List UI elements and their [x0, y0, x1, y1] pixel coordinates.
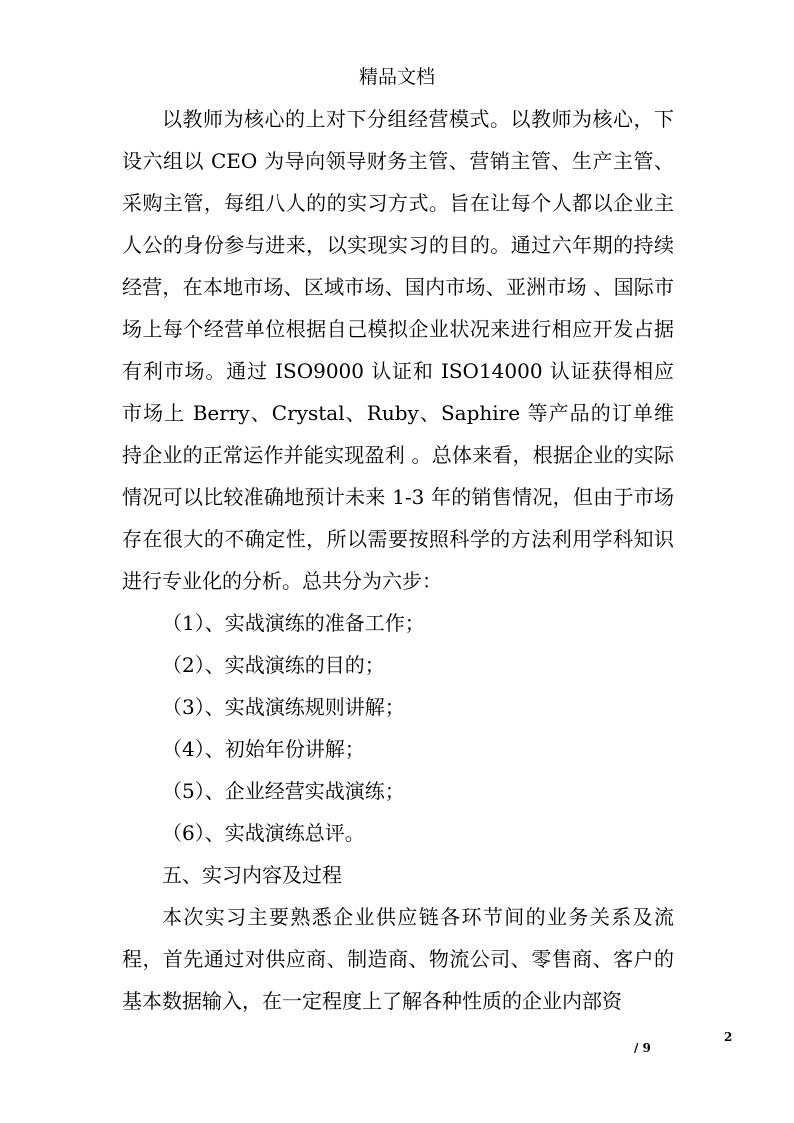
section-paragraph: 本次实习主要熟悉企业供应链各环节间的业务关系及流程，首先通过对供应商、制造商、物流公司、零售商、客户的基本数据输入，在一定程度上了解各种性质的企业内部资 — [122, 905, 674, 1013]
intro-paragraph: 以教师为核心的上对下分组经营模式。以教师为核心，下设六组以 CEO 为导向领导财务主管、营销主管、生产主管、采购主管，每组八人的的实习方式。旨在让每个人都以企业主人公的身份参与进来，以实现实习的目的。通过六年期的持续经营，在本地市场、区域市场、国内市场、亚洲市场 、国际市场上每个经营单位根据自己模拟企业状况来进行相应开发占据有利市场。通过 ISO9000 认证和 ISO14000 认证获得相应市场上 Berry、Crystal、Ruby、Saphire 等产品的订单维持企业的正常运作并能实现盈利 。总体来看，根据企业的实际情况可以比较准确地预计未来 1-3 年的销售情况，但由于市场存在很大的不确定性，所以需要按照科学的方法利用学科知识进行专业化的分析。总共分为六步： — [122, 107, 674, 593]
page-count: / 9 — [634, 1041, 651, 1055]
step-item-3: （3）、实战演练规则讲解； — [162, 695, 405, 719]
section-heading: 五、实习内容及过程 — [162, 863, 342, 887]
step-item-6: （6）、实战演练总评。 — [162, 821, 365, 845]
document-body — [122, 98, 674, 1022]
step-item-2: （2）、实战演练的目的； — [162, 653, 385, 677]
page-number: 2 — [724, 1030, 733, 1044]
step-item-1: （1）、实战演练的准备工作； — [162, 611, 425, 635]
step-item-5: （5）、企业经营实战演练； — [162, 779, 405, 803]
step-item-4: （4）、初始年份讲解； — [162, 737, 365, 761]
page-header-title: 精品文档 — [358, 66, 435, 88]
